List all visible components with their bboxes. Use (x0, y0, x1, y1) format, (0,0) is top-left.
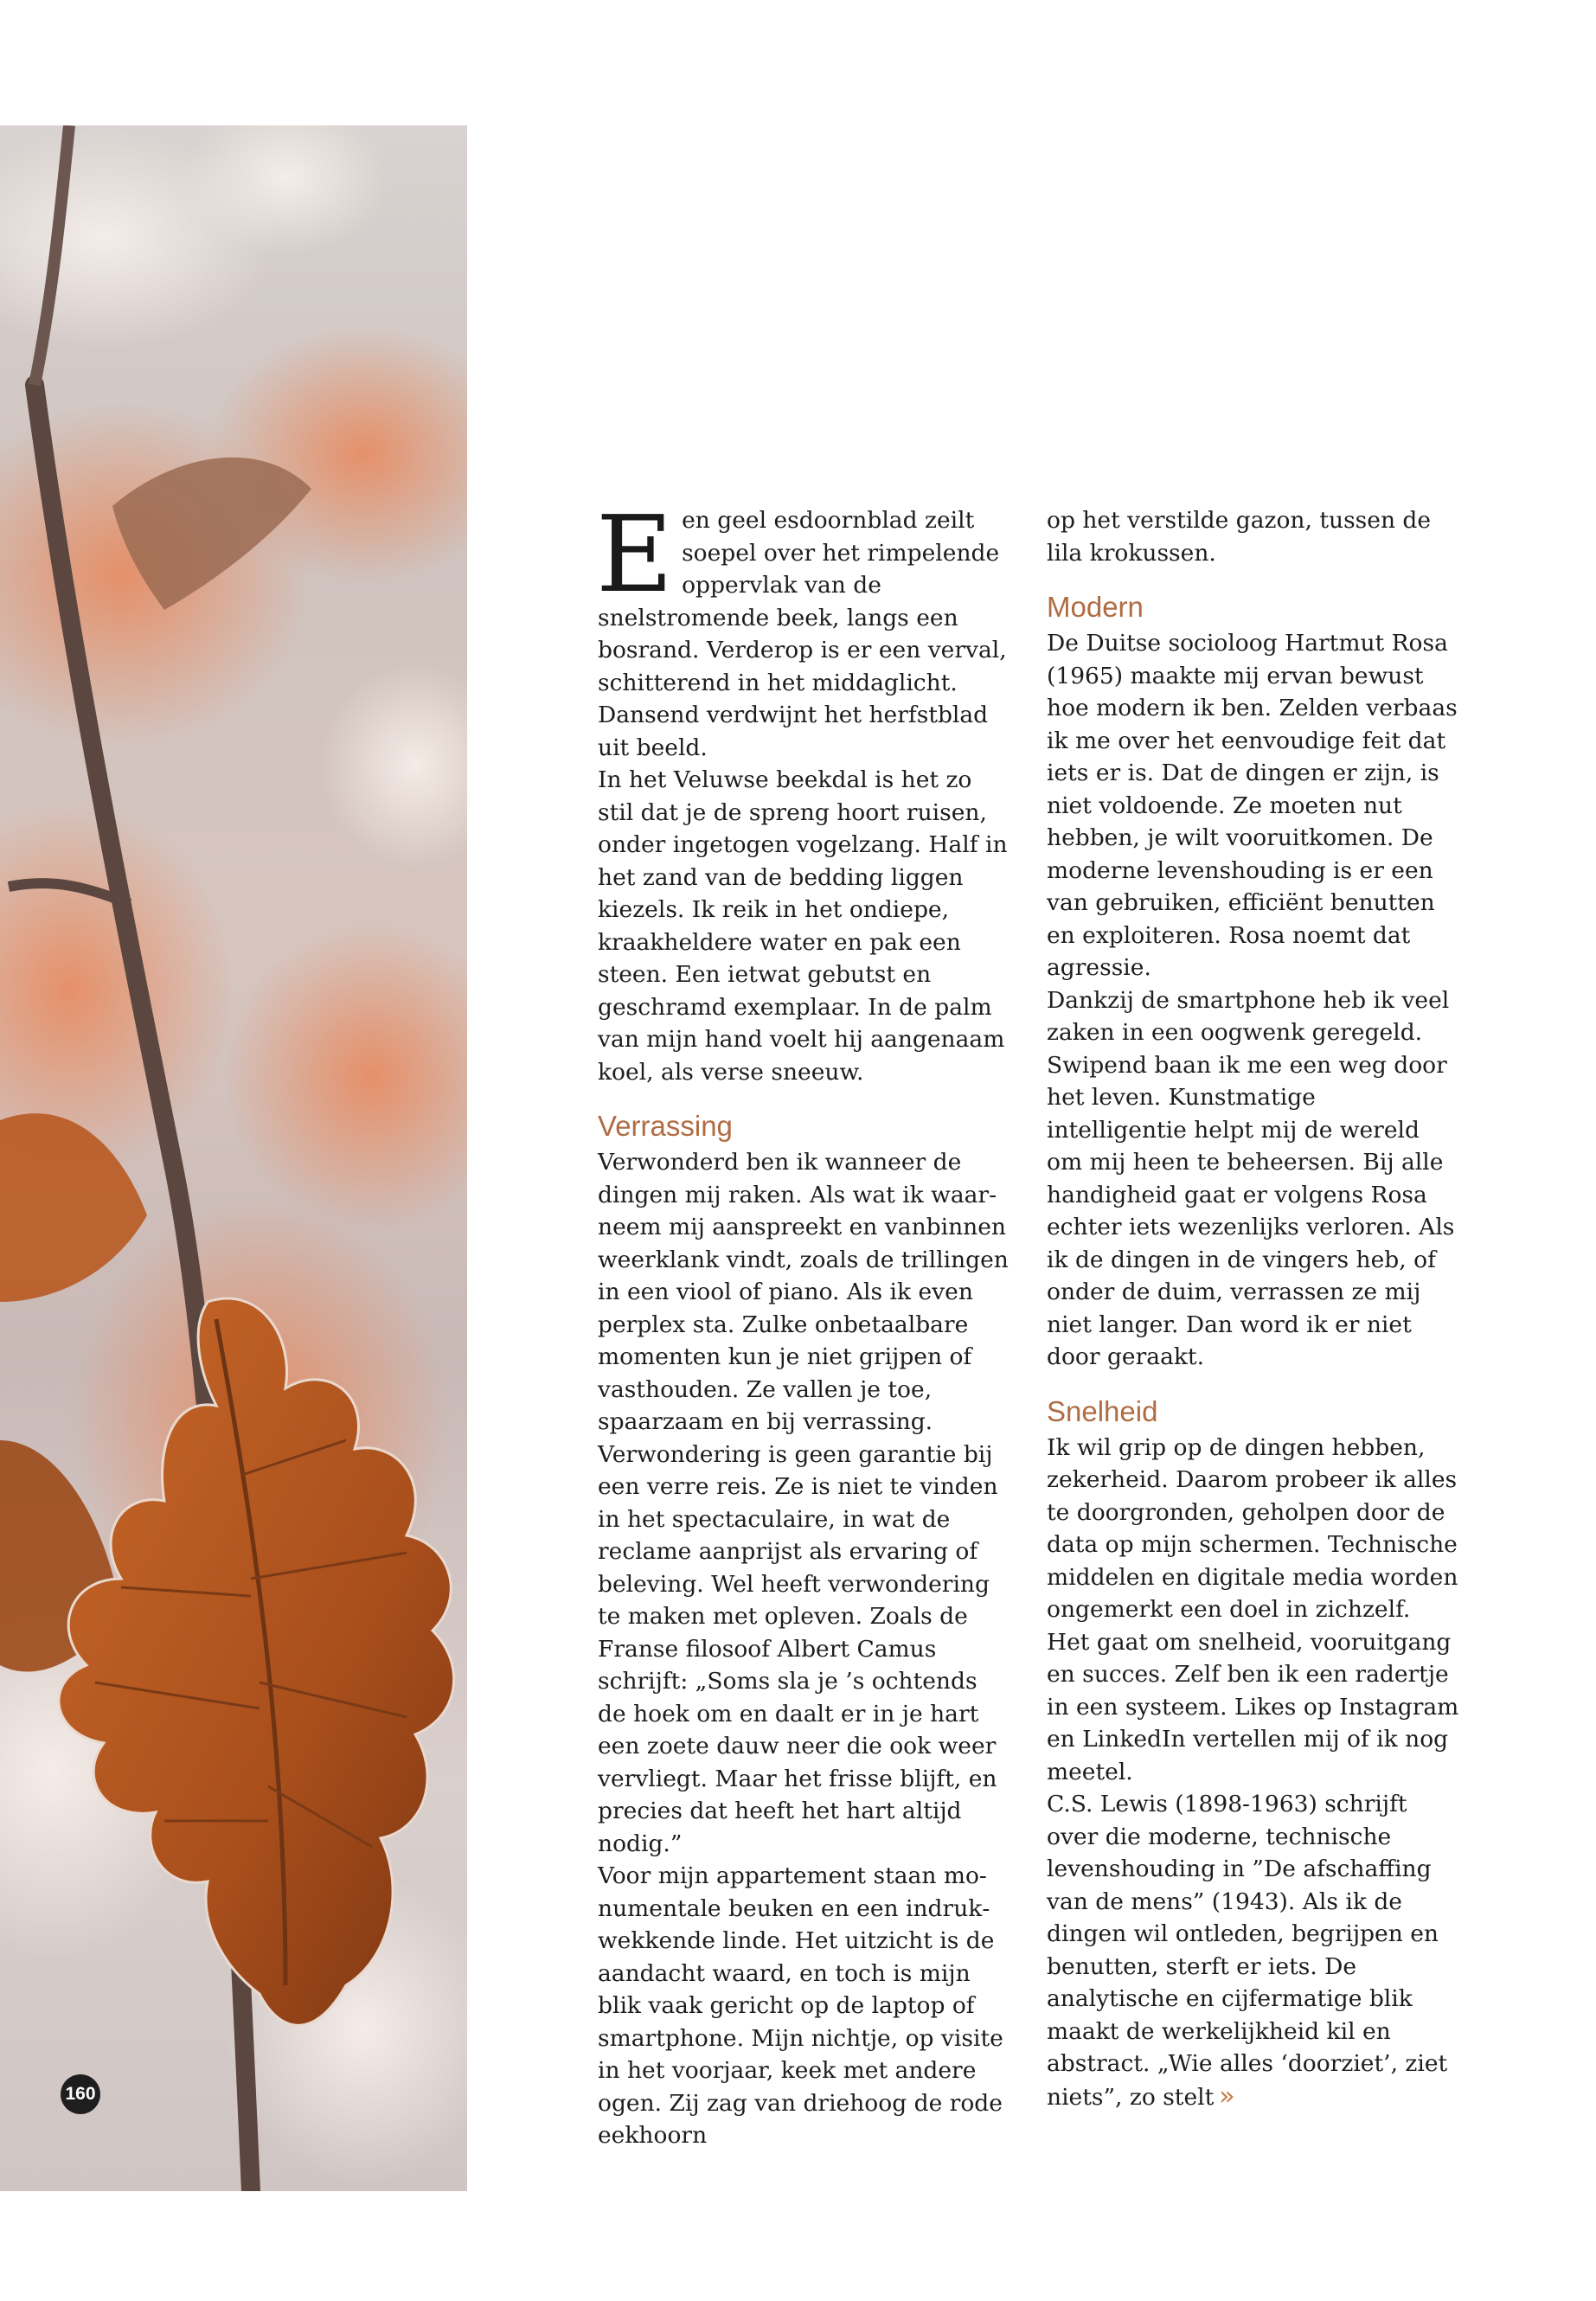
page-number: 160 (61, 2074, 100, 2114)
column-right (1047, 504, 1460, 2113)
modern-paragraph-1: De Duitse socioloog Hartmut Rosa (1965) maakte mij ervan bewust hoe modern ik ben. Zelden verbaas ik me over het eenvoudige feit dat iets er is. Dat de dingen er zijn, is niet voldoende. Ze moeten nut hebben, je wilt vooruitkomen. De moderne levenshouding is er een van gebruiken, efficiënt benutten en exploiteren. Rosa noemt dat agressie. (1047, 630, 1458, 981)
column-left (596, 493, 1011, 2152)
drop-cap: E (596, 493, 674, 616)
heading-snelheid: Snelheid (1047, 1394, 1158, 1427)
intro-paragraph-2: In het Veluwse beekdal is het zo stil dat je de spreng hoort ruisen, onder ingetogen vogelzang. Half in het zand van de bedding liggen kiezels. Ik reik in het ondiepe, kraakheldere water en pak een steen. Een ietwat gebutst en geschramd exemplaar. In de palm van mijn hand voelt hij aangenaam koel, als verse sneeuw. (598, 766, 1008, 1086)
snelheid-paragraph-1: Ik wil grip op de dingen hebben, zekerheid. Daarom probeer ik alles te doorgronden, geholpen door de data op mijn schermen. Technische middelen en digitale media worden ongemerkt een doel in zichzelf. Het gaat om snelheid, vooruitgang en succes. Zelf ben ik een radertje in een systeem. Likes op Instagram en LinkedIn vertellen mij of ik nog meetel. (1047, 1433, 1459, 1785)
modern-paragraph-2: Dankzij de smartphone heb ik veel zaken in een oogwenk geregeld. Swipend baan ik me een weg door het leven. Kunstmatige intelligentie helpt mij de wereld om mij heen te beheersen. Bij alle handigheid gaat er volgens Rosa echter iets wezenlijks verloren. Als ik de dingen in de vingers heb, of onder de duim, verrassen ze mij niet langer. Dan word ik er niet door geraakt. (1047, 986, 1455, 1370)
autumn-oak-leaf-icon (0, 125, 467, 2191)
verrassing-paragraph-2: Verwondering is geen garantie bij een verre reis. Ze is niet te vinden in het spectaculaire, in wat de reclame aanprijst als ervaring of beleving. Wel heeft verwondering te maken met opleven. Zoals de Franse filosoof Albert Camus schrijft: „Soms sla je ’s ochtends de hoek om en daalt er in je hart een zoete dauw neer die ook weer vervliegt. Maar het frisse blijft, en precies dat heeft het hart altijd nodig.” (598, 1440, 998, 1857)
continue-arrow-icon: » (1219, 2080, 1230, 2112)
verrassing-paragraph-3: Voor mijn appartement staan monumentale beuken en een indrukwekkende linde. Het uitzicht is de aandacht waard, en toch is mijn blik vaak gericht op de laptop of smartphone. Mijn nichtje, op visite in het voorjaar, keek met andere ogen. Zij zag van driehoog de rode eekhoorn (598, 1862, 1003, 2149)
intro-paragraph-1: Een geel esdoornblad zeilt soepel over het rimpelende oppervlak van de snelstromende beek, langs een bosrand. Verderop is er een verval, schitterend in het middaglicht. Dansend verdwijnt het herfstblad uit beeld. (596, 493, 1007, 761)
autumn-leaf-photo (0, 125, 467, 2191)
verrassing-paragraph-3-continued: op het verstilde gazon, tussen de lila krokussen. (1047, 507, 1432, 567)
verrassing-paragraph-1: Verwonderd ben ik wanneer de dingen mij raken. Als wat ik waarneem mij aanspreekt en vanbinnen weerklank vindt, zoals de trillingen in een viool of piano. Als ik even perplex sta. Zulke onbetaalbare momenten kun je niet grijpen of vasthouden. Ze vallen je toe, spaarzaam en bij verrassing. (598, 1149, 1009, 1435)
heading-modern: Modern (1047, 591, 1144, 623)
snelheid-paragraph-2: C.S. Lewis (1898-1963) schrijft over die moderne, technische levenshouding in ”De afschaffing van de mens” (1943). Als ik de dingen wil ontleden, begrijpen en benutten, sterft er iets. De analytische en cijfermatige blik maakt de werkelijkheid kil en abstract. „Wie alles ‘doorziet’, ziet niets”, zo stelt » (1047, 1791, 1448, 2112)
heading-verrassing: Verrassing (598, 1110, 733, 1142)
